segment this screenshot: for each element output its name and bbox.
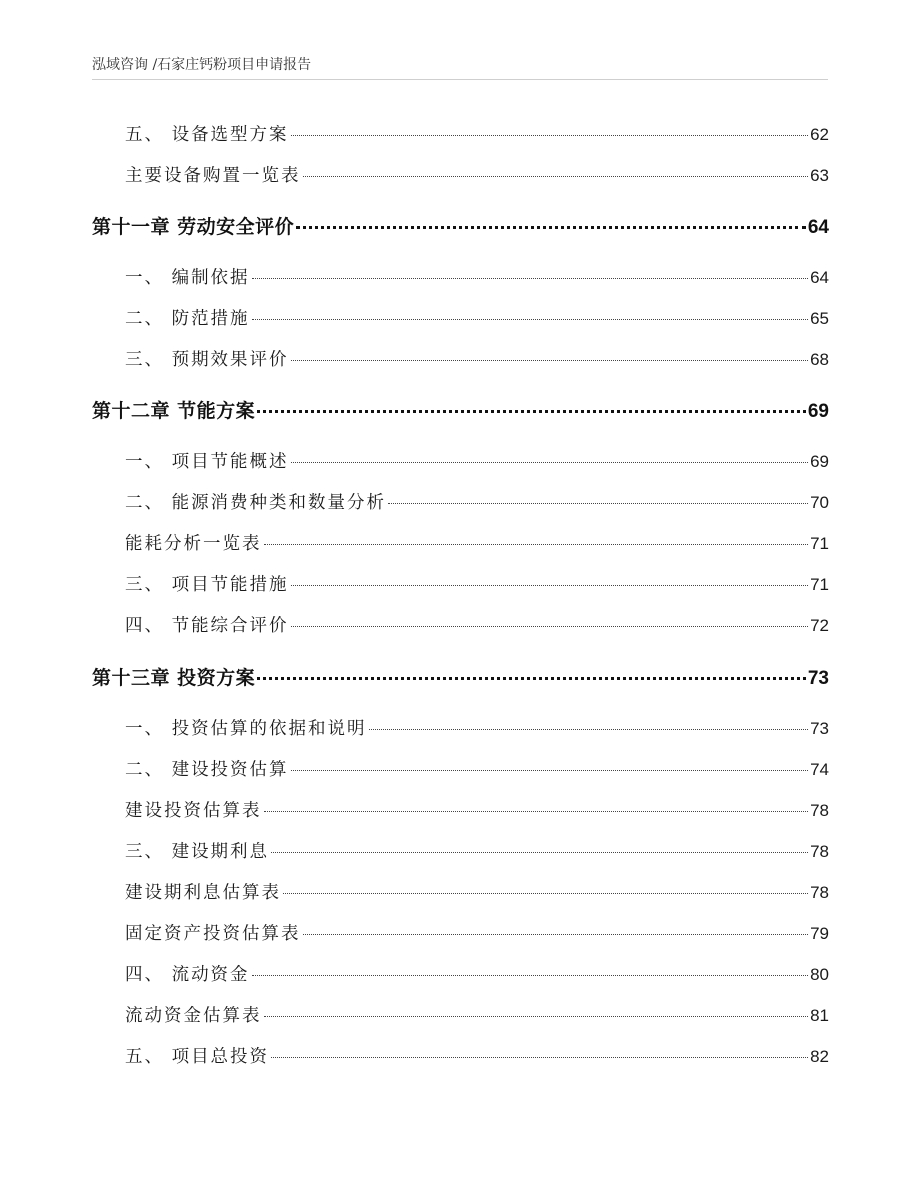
toc-page-number: 69 (807, 401, 829, 422)
toc-dot-leader (271, 852, 808, 853)
toc-dot-leader (369, 729, 809, 730)
toc-chapter-entry[interactable] (92, 396, 829, 426)
toc-page-number: 63 (810, 166, 829, 185)
toc-entry[interactable] (125, 263, 829, 293)
toc-entry[interactable] (125, 488, 829, 518)
toc-entry[interactable] (125, 304, 829, 334)
toc-entry-title: 流动资金估算表 (125, 1006, 262, 1026)
toc-page-number: 65 (810, 309, 829, 328)
toc-entry-title: 能耗分析一览表 (125, 534, 262, 554)
toc-entry-title: 四、 流动资金 (125, 965, 250, 985)
toc-dot-leader (252, 278, 809, 279)
toc-chapter-title: 第十一章 劳动安全评价 (92, 216, 295, 238)
toc-page-number: 71 (810, 575, 829, 594)
toc-page-number: 74 (810, 760, 829, 779)
toc-dot-leader (264, 544, 809, 545)
toc-page-number: 73 (810, 719, 829, 738)
page-header: 泓域咨询 /石家庄钙粉项目申请报告 (92, 52, 828, 80)
toc-entry-title: 主要设备购置一览表 (125, 166, 301, 186)
toc-dot-leader (291, 360, 809, 361)
toc-entry[interactable] (125, 960, 829, 990)
toc-page-number: 79 (810, 924, 829, 943)
toc-entry[interactable] (125, 755, 829, 785)
toc-entry[interactable] (125, 447, 829, 477)
toc-entry-title: 建设期利息估算表 (125, 883, 281, 903)
toc-page-number: 78 (810, 883, 829, 902)
toc-dot-leader (252, 319, 809, 320)
toc-dot-leader (291, 135, 809, 136)
toc-entry-title: 二、 能源消费种类和数量分析 (125, 493, 387, 513)
toc-dot-leader (303, 176, 809, 177)
toc-chapter-title: 第十二章 节能方案 (92, 400, 256, 422)
toc-page-number: 71 (810, 534, 829, 553)
toc-entry-title: 二、 防范措施 (125, 309, 250, 329)
toc-entry[interactable] (125, 1042, 829, 1072)
toc-page-number: 78 (810, 842, 829, 861)
toc-page-number: 64 (807, 217, 829, 238)
toc-dot-leader (283, 893, 808, 894)
toc-dot-leader (291, 626, 809, 627)
toc-entry-title: 三、 建设期利息 (125, 842, 270, 862)
toc-dot-leader (303, 934, 809, 935)
toc-entry-title: 一、 编制依据 (125, 268, 250, 288)
toc-dot-leader (296, 226, 806, 229)
toc-chapter-entry[interactable] (92, 663, 829, 693)
toc-page-number: 64 (810, 268, 829, 287)
toc-page-number: 78 (810, 801, 829, 820)
toc-entry[interactable] (125, 120, 829, 150)
toc-entry-title: 五、 设备选型方案 (125, 125, 289, 145)
toc-entry[interactable] (125, 796, 829, 826)
toc-page-number: 72 (810, 616, 829, 635)
toc-dot-leader (264, 811, 809, 812)
toc-entry-title: 一、 投资估算的依据和说明 (125, 719, 367, 739)
toc-entry[interactable] (125, 714, 829, 744)
toc-entry-title: 建设投资估算表 (125, 801, 262, 821)
toc-dot-leader (388, 503, 808, 504)
toc-entry-title: 三、 项目节能措施 (125, 575, 289, 595)
toc-page-number: 80 (810, 965, 829, 984)
toc-page-number: 82 (810, 1047, 829, 1066)
toc-page-number: 73 (807, 668, 829, 689)
toc-entry-title: 二、 建设投资估算 (125, 760, 289, 780)
toc-dot-leader (271, 1057, 808, 1058)
toc-entry-title: 一、 项目节能概述 (125, 452, 289, 472)
toc-entry-title: 四、 节能综合评价 (125, 616, 289, 636)
toc-entry[interactable] (125, 919, 829, 949)
toc-entry[interactable] (125, 570, 829, 600)
toc-entry[interactable] (125, 611, 829, 641)
toc-entry[interactable] (125, 161, 829, 191)
toc-dot-leader (264, 1016, 809, 1017)
toc-dot-leader (291, 585, 809, 586)
toc-dot-leader (257, 677, 806, 680)
toc-page-number: 68 (810, 350, 829, 369)
toc-dot-leader (291, 770, 809, 771)
toc-dot-leader (291, 462, 809, 463)
toc-entry[interactable] (125, 529, 829, 559)
toc-page-number: 69 (810, 452, 829, 471)
toc-chapter-entry[interactable] (92, 212, 829, 242)
toc-entry[interactable] (125, 837, 829, 867)
toc-entry[interactable] (125, 1001, 829, 1031)
toc-chapter-title: 第十三章 投资方案 (92, 667, 256, 689)
toc-entry[interactable] (125, 345, 829, 375)
toc-page-number: 62 (810, 125, 829, 144)
toc-entry-title: 固定资产投资估算表 (125, 924, 301, 944)
toc-entry[interactable] (125, 878, 829, 908)
toc-dot-leader (252, 975, 809, 976)
toc-entry-title: 三、 预期效果评价 (125, 350, 289, 370)
toc-entry-title: 五、 项目总投资 (125, 1047, 270, 1067)
toc-dot-leader (257, 410, 806, 413)
toc-page-number: 70 (810, 493, 829, 512)
toc-page-number: 81 (810, 1006, 829, 1025)
